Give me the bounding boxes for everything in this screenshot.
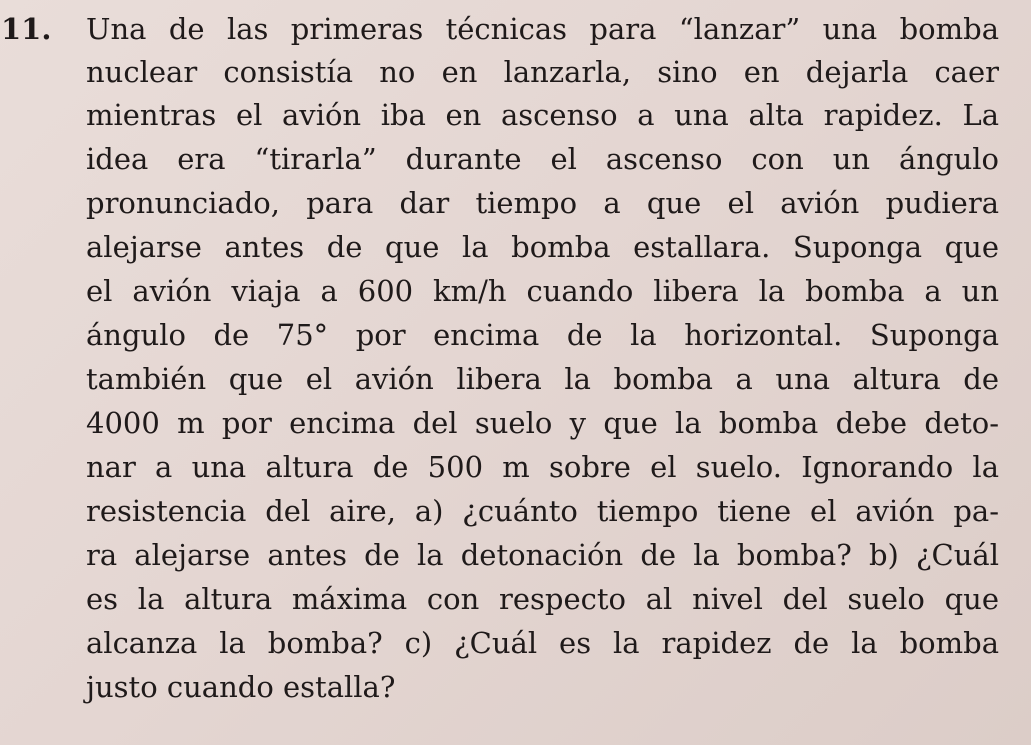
problem-text-line: alcanza la bomba? c) ¿Cuál es la rapidez de la bomba xyxy=(86,626,999,660)
problem-text-line: nar a una altura de 500 m sobre el suelo. Ignorando la xyxy=(86,450,999,484)
problem-text-line: idea era “tirarla” durante el ascenso con un ángulo xyxy=(86,142,999,176)
problem-text-line: es la altura máxima con respecto al nivel del suelo que xyxy=(86,582,999,616)
problem-number: 11. xyxy=(1,12,52,46)
problem-text-line: el avión viaja a 600 km/h cuando libera la bomba a un xyxy=(86,274,999,308)
problem-text-line: resistencia del aire, a) ¿cuánto tiempo tiene el avión pa- xyxy=(86,494,999,528)
problem-text-line: 4000 m por encima del suelo y que la bomba debe deto- xyxy=(86,406,999,440)
problem-text-line: mientras el avión iba en ascenso a una alta rapidez. La xyxy=(86,98,999,132)
problem-text-line: justo cuando estalla? xyxy=(86,670,396,704)
problem-text-line: pronunciado, para dar tiempo a que el avión pudiera xyxy=(86,186,999,220)
problem-text-line: nuclear consistía no en lanzarla, sino en dejarla caer xyxy=(86,55,999,89)
problem-text-line: alejarse antes de que la bomba estallara. Suponga que xyxy=(86,230,999,264)
problem-text-line: también que el avión libera la bomba a una altura de xyxy=(86,362,999,396)
problem-text-line: Una de las primeras técnicas para “lanzar” una bomba xyxy=(86,12,999,46)
problem-text-line: ángulo de 75° por encima de la horizontal. Suponga xyxy=(86,318,999,352)
problem-text-line: ra alejarse antes de la detonación de la bomba? b) ¿Cuál xyxy=(86,538,999,572)
